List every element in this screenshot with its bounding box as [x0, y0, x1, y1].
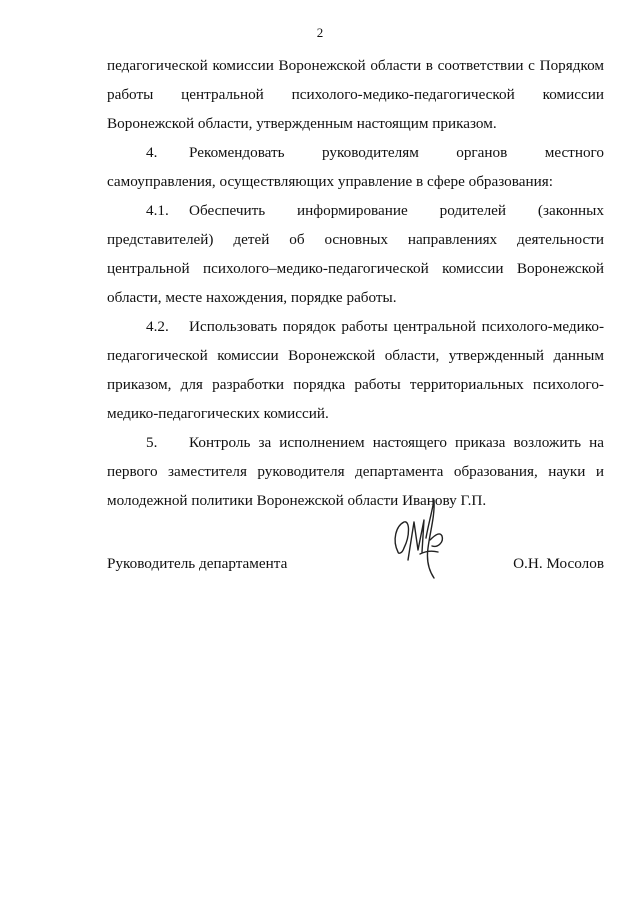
paragraph-number: 5. — [146, 434, 158, 451]
signatory-name: О.Н. Мосолов — [513, 555, 604, 572]
signatory-title: Руководитель департамента — [107, 555, 288, 572]
paragraph-text: Обеспечить информирование родителей (законных представителей) детей об основных направлениях деятельности центральной психолого–медико-педагогической комиссии Воронежской области, месте нахождения, порядке работы. — [107, 202, 604, 306]
paragraph-4 — [107, 138, 604, 196]
paragraph-text: Рекомендовать руководителям органов местного самоуправления, осуществляющих управление в сфере образования: — [107, 144, 604, 190]
document-body — [107, 51, 604, 515]
paragraph-text: Использовать порядок работы центральной психолого-медико-педагогической комиссии Воронежской области, утвержденный данным приказом, для разработки порядка работы территориальных психолого-медико-педагогических комиссий. — [107, 318, 604, 422]
paragraph-number: 4.2. — [146, 318, 169, 335]
paragraph-text: Контроль за исполнением настоящего приказа возложить на первого заместителя руководителя департамента образования, науки и молодежной политики Воронежской области Иванову Г.П. — [107, 434, 604, 509]
page-number: 2 — [316, 25, 324, 40]
paragraph-4-1 — [107, 196, 604, 312]
signature-block — [107, 555, 604, 579]
paragraph-4-2 — [107, 312, 604, 428]
paragraph-number: 4. — [146, 144, 158, 161]
paragraph-number: 4.1. — [146, 202, 169, 219]
paragraph-continuation: педагогической комиссии Воронежской области в соответствии с Порядком работы центральной психолого-медико-педагогической комиссии Воронежской области, утвержденным настоящим приказом. — [107, 57, 604, 132]
paragraph-5 — [107, 428, 604, 515]
